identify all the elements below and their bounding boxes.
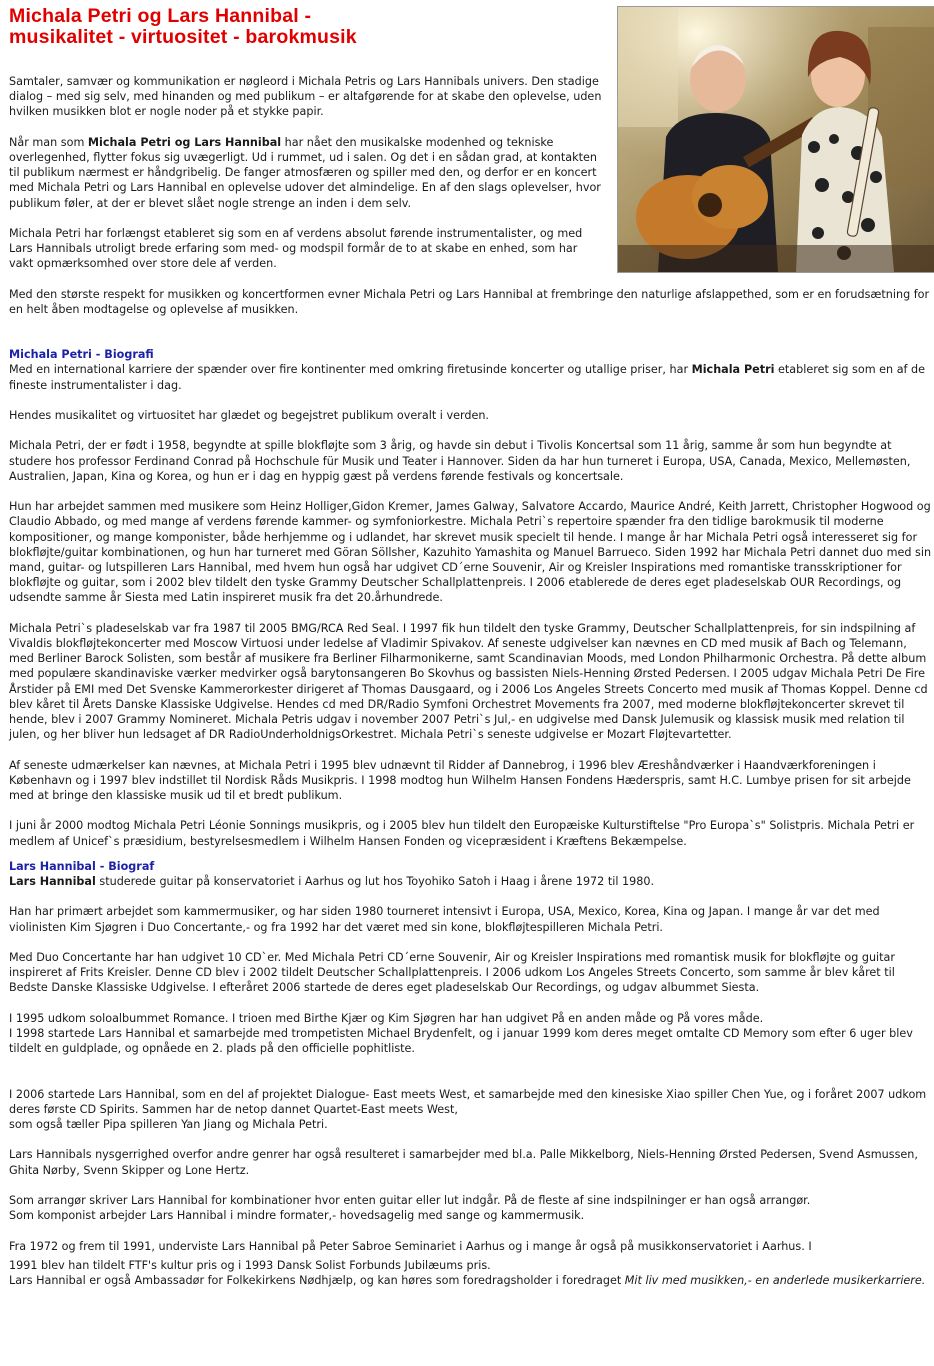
bio-paragraph: Michala Petri, der er født i 1958, begyndte at spille blokfløjte som 3 årig, og havde sin debut i Tivolis Koncertsal som 11 årig, samme år som hun begyndte at studere hos professor Ferdinand Conrad på Hochschule für Musik und Teater i Hannover. Siden da har hun turneret i Europa, USA, Canada, Mexico, Mellemøsten, Australien, Japan, Kina og Korea, og hun er i dag en hyppig gæst på verdens førende festivals og koncertsale. — [9, 439, 911, 483]
bio-paragraph: Lars Hannibals nysgerrighed overfor andre genrer har også resulteret i samarbejder med bl.a. Palle Mikkelborg, Niels-Henning Ørsted Pedersen, Svend Asmussen, Ghita Nørby, Svenn Skipper og Lone Hertz. — [9, 1148, 918, 1177]
bold-names: Michala Petri og Lars Hannibal — [87, 135, 282, 149]
text: I 1995 udkom soloalbummet Romance. I trioen med Birthe Kjær og Kim Sjøgren har han udgivet På en anden måde og På vores måde. — [9, 1011, 764, 1025]
bio-paragraph: Af seneste udmærkelser kan nævnes, at Michala Petri i 1995 blev udnævnt til Ridder af Dannebrog, i 1996 blev Æreshåndværker i Haandværkforeningen i København og i 1997 blev indstillet til Nordisk Råds Musikpris. I 1998 modtog hun Wilhelm Hansen Fondens Hæderspris, samt H.C. Lumbye prisen for sit arbejde med at bringe den klassiske musik ud til et bredt publikum. — [9, 758, 911, 803]
text: Som komponist arbejder Lars Hannibal i mindre formater,- hovedsagelig med sange og kammermusik. — [9, 1209, 585, 1223]
intro-paragraph-wide: Med den største respekt for musikken og koncertformen evner Michala Petri og Lars Hannibal at frembringe den naturlige afslappethed, som er en forudsætning for en helt åben modtagelse og oplevelse af musikken. — [9, 287, 930, 316]
text: som også tæller Pipa spilleren Yan Jiang og Michala Petri. — [9, 1118, 328, 1131]
intro-paragraph: Michala Petri har forlængst etableret sig som en af verdens absolut førende instrumentalister, og med Lars Hannibals utroligt brede erfaring som med- og modspil formår de to at skabe en enhed, som har vakt opmærksomhed over store dele af verden. — [9, 227, 583, 271]
bio-paragraph: Hun har arbejdet sammen med musikere som Heinz Holliger,Gidon Kremer, James Galway, Salvatore Accardo, Maurice André, Keith Jarrett, Christopher Hogwood og Claudio Abbado, og med mange af verdens førende kammer- og symfoniorkestre. Michala Petri`s repertoire spænder fra den tidlige barokmusik til moderne kompositioner, og mange komponister, både herhjemme og i udlandet, har skrevet musik specielt til hende. I mange år har Michala Petri også interesseret sig for blokfløjte/guitar kombinationen, og hun har turneret med Göran Söllsher, Kazuhito Yamashita og Manuel Barrueco. Siden 1992 har Michala Petri dannet duo med sin mand, guitar- og lutspilleren Lars Hannibal, med hvem hun også har udgivet CD´erne Souvenir, Air og Kreisler Inspirations med romantiske transskriptioner for blokfløjte og guitar, som i 2002 blev tildelt den tyske Grammy Deutscher Schallplattenpreis. I 2006 etablerede de deres eget pladeselskab OUR Recordings, og udsendte samme år Siesta med Latin inspireret musik fra det 20.århundrede. — [9, 500, 932, 605]
text: I 2006 startede Lars Hannibal, som en del af projektet Dialogue- East meets West, et samarbejde med den kinesiske Xiao spiller Chen Yue, og i foråret 2007 udkom deres første CD Spirits. Sammen har de netop dannet Quartet-East meets West, — [9, 1087, 927, 1116]
text: har nået den musikalske modenhed og tekniske overlegenhed, flytter fokus sig uvægerligt. Ud i rummet, ud i salen. Og det i en sådan grad, at kontakten til publikum nærmest er håndgribelig. De fanger atmosfæren og spiller med den, og derfor er en koncert med Michala Petri og Lars Hannibal en oplevelse udover det almindelige. En af den slags oplevelser, hvor publikum føler, at der er blevet slået nogle strenge an inden i dem selv. — [9, 135, 601, 210]
intro-paragraph — [9, 135, 604, 211]
petri-bio-heading: Michala Petri - Biografi — [9, 348, 154, 362]
intro-paragraph: Samtaler, samvær og kommunikation er nøgleord i Michala Petris og Lars Hannibals univers. Den stadige dialog – med sig selv, med hinanden og med publikum – er altafgørende for at skabe den oplevelse, uden hvilken musikken blot er nogle noder på et stykke papir. — [9, 75, 602, 119]
bio-paragraph: Med Duo Concertante har han udgivet 10 CD`er. Med Michala Petri CD´erne Souvenir, Air og Kreisler Inspirations med romantisk musik for blokfløjte og guitar inspireret af Frits Kreisler. Denne CD blev i 2002 tildelt Deutscher Schallplattenpreis. I 2006 udkom Los Angeles Streets Concerto, som samme år blev kåret til Bedste Danske Klassiske Udgivelse. I efteråret 2006 startede de deres eget pladeselskab Our Recordings, og udgav albummet Siesta. — [9, 951, 896, 995]
text: I 1998 startede Lars Hannibal et samarbejde med trompetisten Michael Brydenfelt, og i januar 1999 kom deres meget omtalte CD Memory som efter 6 uger blev tildelt en guldplade, og opnåede en 2. plads på den officielle pophitliste. — [9, 1027, 913, 1056]
page-title-line-2: musikalitet - virtuositet - barokmusik — [9, 26, 357, 48]
italic-title: Mit liv med musikken,- en anderlede musikerkarriere. — [624, 1273, 926, 1287]
spacer — [9, 1072, 934, 1087]
bio-paragraph — [9, 362, 934, 392]
bio-paragraph: Hendes musikalitet og virtuositet har glædet og begejstret publikum overalt i verden. — [9, 409, 489, 422]
hannibal-bio-heading: Lars Hannibal - Biograf — [9, 859, 155, 873]
text: studerede guitar på konservatoriet i Aarhus og lut hos Toyohiko Satoh i Haag i årene 1972 til 1980. — [95, 875, 655, 889]
bio-paragraph: Michala Petri`s pladeselskab var fra 1987 til 2005 BMG/RCA Red Seal. I 1997 fik hun tildelt den tyske Grammy, Deutscher Schallplattenpreis, for sin indspilning af Vivaldis blokfløjtekoncerter med Moscow Virtuosi under ledelse af Vladimir Spivakov. Af seneste udgivelser kan nævnes en CD med musik af Bach og Telemann, med Berliner Barock Solisten, som består af musikere fra Berliner Filharmonikerne, samt Scandinavian Moods, med London Philharmonic Orchestra. På dette album med populære skandinaviske værker medvirker også barytonsangeren Bo Skovhus og bassisten Niels-Henning Ørsted Pedersen. I 2005 udgav Michala Petri De Fire Årstider på EMI med Det Svenske Kammerorkester dirigeret af Thomas Dausgaard, og i 2006 Los Angeles Streets Concerto med musik af Thomas Koppel. Denne cd blev kåret til Årets Danske Klassiske Udgivelse. Hendes cd med DR/Radio Symfoni Orchestret Movements fra 2007, med moderne blokfløjtekoncerter skrevet til hende, blev i 2007 Grammy Nomineret. Michala Petris udgav i november 2007 Petri`s Jul,- en udgivelse med Dansk Julemusik og klassisk musik med relation til julen, og her bliver hun ledsaget af DR RadioUnderholdnigsOrkestret. Michala Petri`s seneste udgivelse er Mozart Fløjtevartetter. — [9, 621, 928, 742]
bio-paragraph: Han har primært arbejdet som kammermusiker, og har siden 1980 tourneret intensivt i Europa, USA, Mexico, Korea, Kina og Japan. I mange år var det med violinisten Kim Sjøgren i Duo Concertante,- og fra 1992 har det været med sin kone, blokfløjtespilleren Michala Petri. — [9, 905, 880, 934]
bio-line — [9, 1273, 934, 1288]
text: Når man som — [9, 135, 88, 149]
portrait-photo-icon — [618, 7, 934, 272]
bold-name: Lars Hannibal — [9, 875, 96, 889]
article — [9, 6, 934, 1288]
text: Lars Hannibal er også Ambassadør for Folkekirkens Nødhjælp, og kan høres som foredragsholder i foredraget — [9, 1273, 625, 1287]
text: etableret sig som en af de fineste instrumentalister i dag. — [9, 363, 926, 392]
page-title-line-1: Michala Petri og Lars Hannibal - — [9, 5, 312, 27]
bio-line: 1991 blev han tildelt FTF's kultur pris og i 1993 Dansk Solist Forbunds Jubilæums pris. — [9, 1258, 491, 1272]
bio-paragraph — [9, 874, 934, 889]
bio-paragraph: Fra 1972 og frem til 1991, underviste Lars Hannibal på Peter Sabroe Seminariet i Aarhus og i mange år også på musikkonservatoriet i Aarhus. I — [9, 1239, 812, 1253]
portrait-photo — [617, 6, 934, 273]
intro-section — [9, 74, 604, 272]
bio-paragraph: I juni år 2000 modtog Michala Petri Léonie Sonnings musikpris, og i 2005 blev hun tildelt den Europæiske Kulturstiftelse "Pro Europa`s" Solistpris. Michala Petri er medlem af Unicef`s præsidium, bestyrelsesmedlem i Wilhelm Hansen Fonden og vicepræsident i Kræftens Bekæmpelse. — [9, 819, 915, 848]
text: Med en international karriere der spænder over fire kontinenter med omkring firetusinde koncerter og utallige priser, har — [9, 363, 692, 377]
bio-paragraph — [9, 1087, 934, 1133]
text: Som arrangør skriver Lars Hannibal for kombinationer hvor enten guitar eller lut indgår. På de fleste af sine indspilninger er han også arrangør. — [9, 1193, 811, 1207]
bold-name: Michala Petri — [691, 363, 775, 377]
bio-paragraph — [9, 1193, 934, 1223]
bio-paragraph — [9, 1011, 934, 1057]
